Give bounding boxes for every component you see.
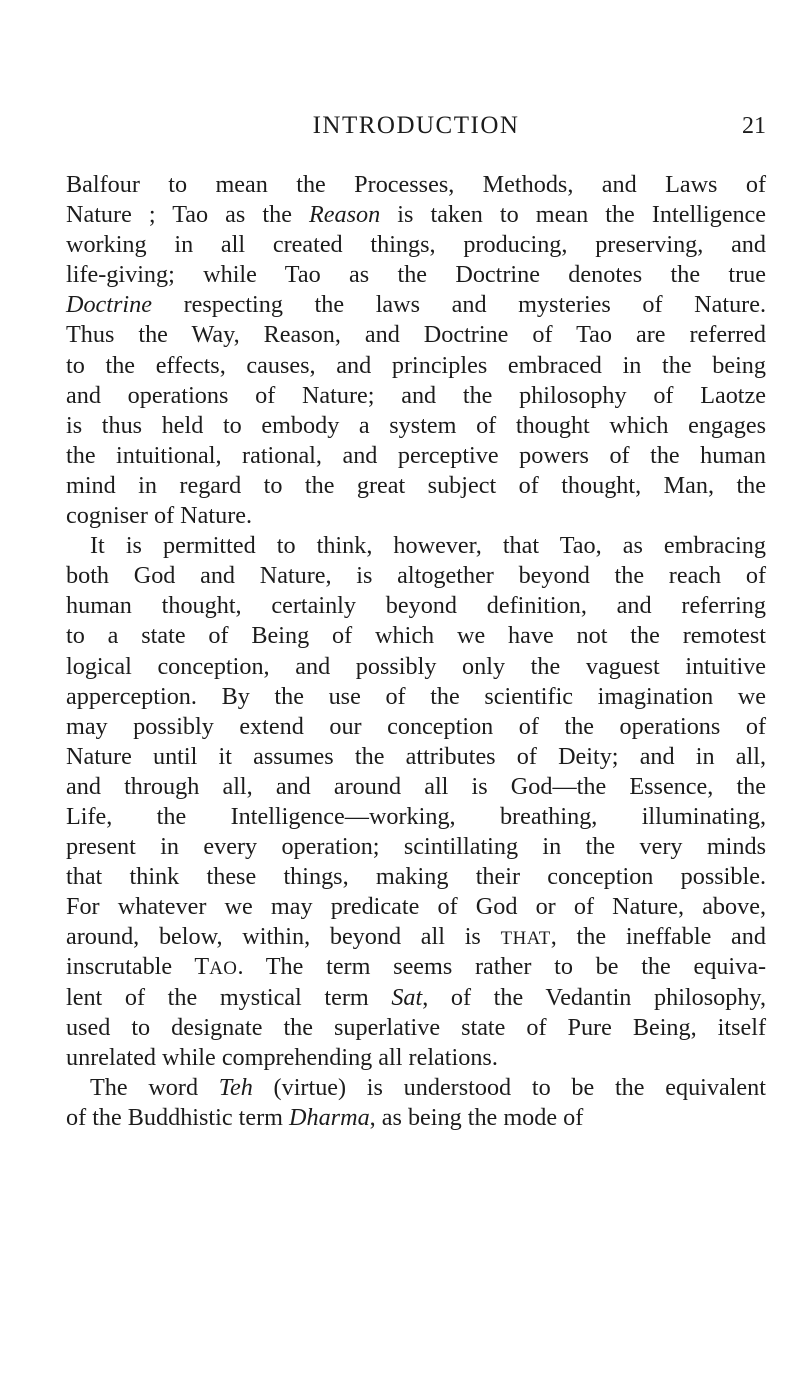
text-line — [66, 952, 766, 982]
text-run: , of the Vedantin philosophy, — [422, 983, 766, 1011]
text-line — [66, 260, 766, 290]
text-run: working in all created things, producing, preserving, and — [66, 231, 766, 259]
text-line — [66, 200, 766, 230]
text-run: that think these things, making their conception possible. — [66, 863, 766, 891]
text-line — [66, 561, 766, 591]
text-run: Thus the Way, Reason, and Doctrine of Tao are referred — [66, 321, 766, 349]
text-run: respecting the laws and mysteries of Nature. — [151, 291, 766, 319]
text-run: Nature ; Tao as the — [66, 201, 310, 229]
text-run: inscrutable T — [66, 953, 210, 981]
text-run: is taken to mean the Intelligence — [380, 201, 767, 229]
text-line — [66, 742, 766, 772]
text-run: apperception. By the use of the scientific imagination we — [66, 682, 766, 710]
text-run: human thought, certainly beyond definition, and referring — [66, 592, 766, 620]
text-run: , the ineffable and — [550, 923, 766, 951]
text-run: mind in regard to the great subject of thought, Man, the — [66, 471, 766, 499]
text-line — [66, 501, 766, 531]
text-line — [66, 381, 766, 411]
running-head — [66, 112, 766, 152]
italic-term: Dharma — [289, 1103, 370, 1131]
text-run: may possibly extend our conception of the operations of — [66, 712, 766, 740]
text-run: to the effects, causes, and principles embraced in the being — [66, 351, 766, 379]
text-line — [66, 1013, 766, 1043]
text-run: Life, the Intelligence—working, breathing, illuminating, — [66, 802, 766, 830]
text-run: and through all, and around all is God—the Essence, the — [66, 772, 766, 800]
text-run: both God and Nature, is altogether beyond the reach of — [66, 562, 766, 590]
text-run: and operations of Nature; and the philosophy of Laotze — [66, 381, 766, 409]
text-line — [66, 652, 766, 682]
text-line — [66, 351, 766, 381]
text-run: lent of the mystical term — [66, 983, 392, 1011]
text-run: present in every operation; scintillating in the very minds — [66, 833, 766, 861]
text-run: used to designate the superlative state of Pure Being, itself — [66, 1013, 766, 1041]
text-line — [66, 712, 766, 742]
text-run: It is permitted to think, however, that Tao, as embracing — [90, 532, 766, 560]
text-line — [66, 983, 766, 1013]
running-title: INTRODUCTION — [312, 112, 520, 139]
italic-term: Doctrine — [66, 291, 152, 319]
text-line — [66, 471, 766, 501]
small-caps-term: THAT — [500, 928, 551, 950]
text-line — [66, 1073, 766, 1103]
text-line — [66, 411, 766, 441]
italic-term: Teh — [218, 1073, 253, 1101]
text-line — [66, 772, 766, 802]
text-run: (virtue) is understood to be the equivalent — [252, 1073, 766, 1101]
text-run: Nature until it assumes the attributes of Deity; and in all, — [66, 742, 766, 770]
text-line — [66, 802, 766, 832]
text-line — [66, 1103, 766, 1133]
text-run: The word — [90, 1073, 219, 1101]
text-run: cogniser of Nature. — [66, 502, 253, 530]
text-run: For whatever we may predicate of God or of Nature, above, — [66, 893, 766, 921]
text-run: unrelated while comprehending all relations. — [66, 1043, 498, 1071]
italic-term: Sat — [391, 983, 423, 1011]
text-line — [66, 170, 766, 200]
text-line — [66, 320, 766, 350]
text-line — [66, 290, 766, 320]
text-line — [66, 832, 766, 862]
body-text — [66, 170, 766, 1133]
text-run: to a state of Being of which we have not the remotest — [66, 622, 766, 650]
text-line — [66, 1043, 766, 1073]
text-run: life-giving; while Tao as the Doctrine denotes the true — [66, 261, 766, 289]
text-run: the intuitional, rational, and perceptive powers of the human — [66, 441, 766, 469]
text-run: is thus held to embody a system of thought which engages — [66, 411, 766, 439]
text-run: of the Buddhistic term — [66, 1103, 290, 1131]
page-number: 21 — [742, 113, 766, 139]
small-caps-term: AO — [209, 958, 238, 980]
text-run: around, below, within, beyond all is — [66, 923, 501, 951]
text-run: logical conception, and possibly only the vaguest intuitive — [66, 652, 766, 680]
text-line — [66, 682, 766, 712]
text-line — [66, 441, 766, 471]
text-line — [66, 892, 766, 922]
italic-term: Reason — [309, 201, 381, 229]
text-run: Balfour to mean the Processes, Methods, and Laws of — [66, 171, 766, 198]
text-line — [66, 591, 766, 621]
text-line — [66, 862, 766, 892]
text-line — [66, 230, 766, 260]
text-line — [66, 621, 766, 651]
text-run: . The term seems rather to be the equiva- — [237, 953, 767, 981]
text-line — [66, 531, 766, 561]
text-line — [66, 922, 766, 952]
text-run: , as being the mode of — [369, 1103, 584, 1131]
